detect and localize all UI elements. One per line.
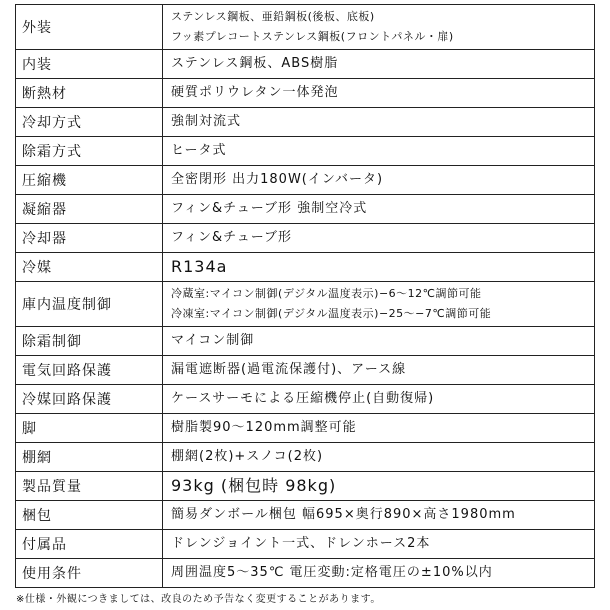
spec-value-line: 強制対流式	[171, 114, 242, 129]
spec-value	[163, 195, 595, 224]
spec-value	[163, 282, 595, 327]
spec-label: 断熱材	[16, 79, 163, 108]
spec-label: 内装	[16, 50, 163, 79]
spec-value-line: 全密閉形 出力180W(インバータ)	[171, 172, 384, 187]
spec-value-line: 硬質ポリウレタン一体発泡	[171, 85, 339, 100]
spec-label: 除霜制御	[16, 327, 163, 356]
spec-row	[16, 5, 595, 50]
spec-row	[16, 282, 595, 327]
spec-value-line: 周囲温度5〜35℃ 電圧変動:定格電圧の±10%以内	[171, 565, 493, 580]
spec-value-line: フィン&チューブ形	[171, 230, 293, 245]
footnote: ※仕様・外観につきましては、改良のため予告なく変更することがあります。	[16, 594, 381, 605]
spec-label: 冷媒	[16, 253, 163, 282]
spec-value	[163, 356, 595, 385]
spec-row	[16, 253, 595, 282]
spec-value-line: R134a	[171, 257, 228, 276]
spec-value-line: ケースサーモによる圧縮機停止(自動復帰)	[171, 391, 435, 406]
spec-value	[163, 472, 595, 501]
spec-row	[16, 443, 595, 472]
spec-value-line: 冷凍室:マイコン制御(デジタル温度表示)−25〜−7℃調節可能	[171, 307, 492, 320]
spec-value	[163, 224, 595, 253]
spec-value	[163, 385, 595, 414]
spec-value-line: ステンレス鋼板、ABS樹脂	[171, 56, 339, 71]
spec-label: 脚	[16, 414, 163, 443]
spec-value	[163, 108, 595, 137]
spec-label: 凝縮器	[16, 195, 163, 224]
spec-row	[16, 137, 595, 166]
spec-row	[16, 79, 595, 108]
spec-row	[16, 385, 595, 414]
spec-value	[163, 443, 595, 472]
spec-row	[16, 108, 595, 137]
spec-row	[16, 472, 595, 501]
spec-value	[163, 501, 595, 530]
spec-value-line: ドレンジョイント一式、ドレンホース2本	[171, 536, 431, 551]
spec-label: 庫内温度制御	[16, 282, 163, 327]
spec-row	[16, 356, 595, 385]
spec-value-line: 漏電遮断器(過電流保護付)、アース線	[171, 362, 407, 377]
spec-row	[16, 50, 595, 79]
spec-label: 圧縮機	[16, 166, 163, 195]
spec-label: 棚網	[16, 443, 163, 472]
spec-label: 使用条件	[16, 559, 163, 588]
spec-label: 除霜方式	[16, 137, 163, 166]
spec-value-line: 樹脂製90〜120mm調整可能	[171, 420, 357, 435]
spec-row	[16, 327, 595, 356]
spec-label: 冷却器	[16, 224, 163, 253]
spec-label: 電気回路保護	[16, 356, 163, 385]
spec-value	[163, 50, 595, 79]
spec-value-line: フィン&チューブ形 強制空冷式	[171, 201, 368, 216]
spec-row	[16, 166, 595, 195]
spec-value	[163, 327, 595, 356]
spec-label: 冷却方式	[16, 108, 163, 137]
spec-value-line: 冷蔵室:マイコン制御(デジタル温度表示)−6〜12℃調節可能	[171, 287, 482, 300]
spec-label: 製品質量	[16, 472, 163, 501]
spec-label: 外装	[16, 5, 163, 50]
spec-value-line: マイコン制御	[171, 333, 255, 348]
spec-row	[16, 414, 595, 443]
spec-row	[16, 501, 595, 530]
spec-value	[163, 414, 595, 443]
spec-value	[163, 79, 595, 108]
spec-row	[16, 559, 595, 588]
spec-value-line: フッ素プレコートステンレス鋼板(フロントパネル・扉)	[171, 30, 454, 43]
spec-row	[16, 224, 595, 253]
spec-value	[163, 253, 595, 282]
spec-label: 梱包	[16, 501, 163, 530]
spec-value-line: 簡易ダンボール梱包 幅695×奥行890×高さ1980mm	[171, 507, 516, 522]
spec-value	[163, 5, 595, 50]
spec-value-line: 93kg (梱包時 98kg)	[171, 476, 337, 495]
spec-value-line: ヒータ式	[171, 143, 227, 158]
spec-table	[15, 4, 595, 588]
spec-value	[163, 137, 595, 166]
spec-value	[163, 166, 595, 195]
spec-row	[16, 195, 595, 224]
spec-value-line: ステンレス鋼板、亜鉛鋼板(後板、底板)	[171, 10, 375, 23]
spec-value	[163, 530, 595, 559]
spec-value-line: 棚網(2枚)+スノコ(2枚)	[171, 449, 324, 464]
spec-value	[163, 559, 595, 588]
spec-label: 冷媒回路保護	[16, 385, 163, 414]
spec-row	[16, 530, 595, 559]
spec-label: 付属品	[16, 530, 163, 559]
